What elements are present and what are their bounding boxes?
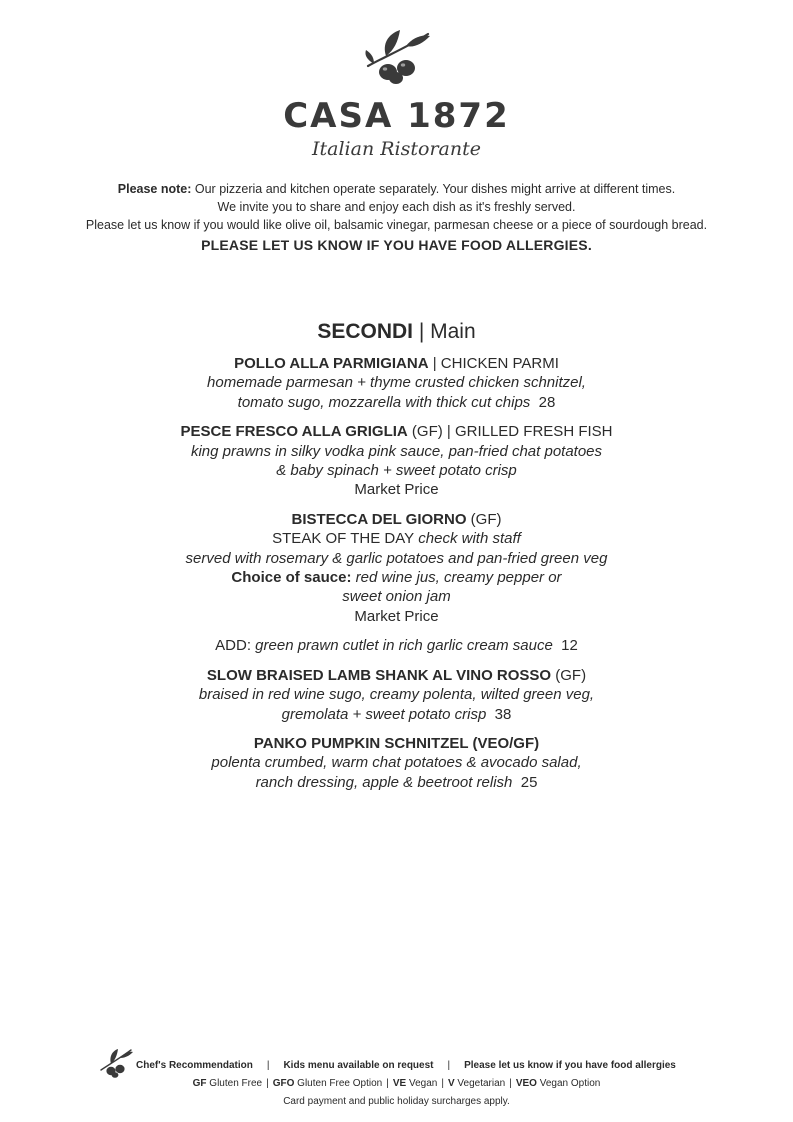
sauce-options: red wine jus, creamy pepper or xyxy=(351,569,562,587)
dish-bistecca xyxy=(0,510,793,626)
dish-description: gremolata + sweet potato crisp xyxy=(281,705,487,723)
separator: | xyxy=(441,1078,444,1089)
addon-desc: green prawn cutlet in rich garlic cream sauce xyxy=(251,637,553,655)
section-title-italian: SECONDI xyxy=(317,320,414,343)
dish-price: 25 xyxy=(520,773,538,791)
dish-description: polenta crumbed, warm chat potatoes & avocado salad, xyxy=(211,754,582,772)
menu-section-secondi xyxy=(0,318,793,802)
dish-price: 38 xyxy=(494,705,512,723)
legend-item xyxy=(393,1078,438,1089)
dish-alt-name: (GF) xyxy=(466,510,502,528)
sauce-line xyxy=(0,568,793,587)
legend-code: VEO xyxy=(515,1078,537,1089)
legend-item xyxy=(516,1078,601,1089)
sauce-options-cont: sweet onion jam xyxy=(342,588,451,606)
olive-branch-logo-icon xyxy=(362,26,434,86)
legend-label: Gluten Free Option xyxy=(294,1078,383,1089)
legend-label: Vegan Option xyxy=(536,1078,601,1089)
brand-tagline: Italian Ristorante xyxy=(312,138,481,160)
dish-description: & baby spinach + sweet potato crisp xyxy=(276,462,517,480)
chefs-recommendation-label: Chef's Recommendation xyxy=(136,1060,253,1071)
notice-line-3: Please let us know if you would like olive oil, balsamic vinegar, parmesan cheese or a piece of sourdough bread. xyxy=(85,218,708,232)
dish-price: 12 xyxy=(561,637,578,655)
dish-description: served with rosemary & garlic potatoes and pan-fried green veg xyxy=(185,549,608,567)
dish-title xyxy=(0,354,793,373)
dish-alt-name: | CHICKEN PARMI xyxy=(428,355,559,372)
dish-price: Market Price xyxy=(354,607,439,625)
dish-description: ranch dressing, apple & beetroot relish xyxy=(255,773,513,791)
dish-alt-name: (GF) xyxy=(551,666,587,684)
dietary-legend xyxy=(0,1076,793,1091)
legend-code: VE xyxy=(392,1078,407,1089)
dish-description: braised in red wine sugo, creamy polenta, wilted green veg, xyxy=(198,686,595,704)
dish-description: homemade parmesan + thyme crusted chicken schnitzel, xyxy=(207,374,586,392)
footer-row-1-text xyxy=(136,1060,676,1071)
legend-code: V xyxy=(447,1078,455,1089)
dish-price: Market Price xyxy=(354,481,439,499)
legend-item xyxy=(273,1078,383,1089)
legend-label: Vegetarian xyxy=(454,1078,506,1089)
dish-description-price-line xyxy=(0,393,793,412)
notice-label: Please note: xyxy=(117,182,192,196)
dish-title xyxy=(0,666,793,685)
separator: | xyxy=(509,1078,512,1089)
dish-addon xyxy=(0,636,793,655)
dish-sub-label: STEAK OF THE DAY xyxy=(272,530,415,548)
dish-name: PESCE FRESCO ALLA GRIGLIA xyxy=(180,423,408,441)
allergy-banner: PLEASE LET US KNOW IF YOU HAVE FOOD ALLERGIES. xyxy=(201,237,592,253)
dish-price: 28 xyxy=(538,393,556,411)
sauce-label: Choice of sauce: xyxy=(231,569,352,587)
dish-title xyxy=(0,510,793,529)
addon-line xyxy=(0,636,793,655)
addon-label: ADD: xyxy=(215,637,251,655)
dish-lamb-shank xyxy=(0,666,793,724)
dish-sub-note: check with staff xyxy=(414,530,521,548)
notice-line-1 xyxy=(0,180,793,198)
dish-name: BISTECCA DEL GIORNO xyxy=(291,510,467,528)
surcharge-note: Card payment and public holiday surcharges apply. xyxy=(283,1096,510,1107)
dish-title xyxy=(0,422,793,441)
dish-name: POLLO ALLA PARMIGIANA xyxy=(234,355,429,372)
notice-line-2: We invite you to share and enjoy each dish as it's freshly served. xyxy=(217,200,576,214)
brand-name: CASA 1872 xyxy=(283,96,510,136)
legend-item xyxy=(448,1078,505,1089)
dish-name: SLOW BRAISED LAMB SHANK AL VINO ROSSO xyxy=(206,666,552,684)
separator: | xyxy=(266,1078,269,1089)
legend-label: Gluten Free xyxy=(206,1078,263,1089)
dish-pollo-parmigiana xyxy=(0,354,793,412)
section-title xyxy=(0,318,793,346)
dish-description: tomato sugo, mozzarella with thick cut chips xyxy=(237,393,531,411)
dish-subtitle xyxy=(0,529,793,548)
dish-description: king prawns in silky vodka pink sauce, pan-fried chat potatoes xyxy=(190,442,603,460)
kids-menu-note: Kids menu available on request xyxy=(283,1060,434,1071)
legend-code: GFO xyxy=(272,1078,295,1089)
legend-item xyxy=(193,1078,262,1089)
dish-pesce-fresco xyxy=(0,422,793,500)
separator: | xyxy=(266,1060,270,1071)
section-title-english: | Main xyxy=(413,320,476,343)
dish-pumpkin-schnitzel xyxy=(0,734,793,792)
dish-title xyxy=(0,734,793,753)
footer-row-1 xyxy=(0,1046,793,1074)
dish-name: PANKO PUMPKIN SCHNITZEL (VEO/GF) xyxy=(253,734,540,752)
legend-label: Vegan xyxy=(406,1078,438,1089)
notice-line-1-text: Our pizzeria and kitchen operate separately. Your dishes might arrive at different times. xyxy=(191,182,676,196)
notice-block xyxy=(0,180,793,254)
dish-alt-name: (GF) | GRILLED FRESH FISH xyxy=(407,423,613,441)
dish-description-price-line xyxy=(0,705,793,724)
separator: | xyxy=(386,1078,389,1089)
separator: | xyxy=(447,1060,451,1071)
footer xyxy=(0,1046,793,1109)
olive-branch-icon xyxy=(98,1046,134,1078)
dish-description-price-line xyxy=(0,773,793,792)
allergies-note: Please let us know if you have food allergies xyxy=(464,1060,676,1071)
legend-code: GF xyxy=(192,1078,207,1089)
